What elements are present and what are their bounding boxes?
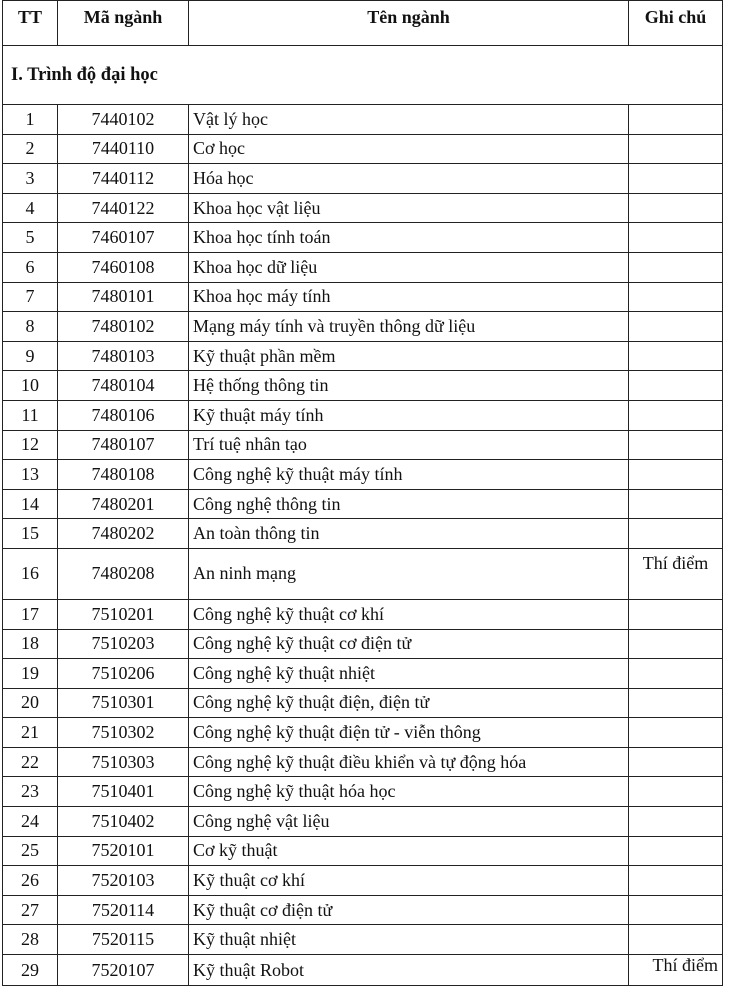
major-code: 7520101: [58, 836, 189, 866]
note: [629, 777, 723, 807]
header-ten-nganh: Tên ngành: [189, 1, 629, 46]
major-code: 7510401: [58, 777, 189, 807]
table-row: [3, 836, 723, 866]
table-header-row: [3, 1, 723, 46]
major-name: Kỹ thuật cơ khí: [189, 866, 629, 896]
table-row: [3, 223, 723, 253]
row-number: 26: [3, 866, 58, 896]
section-row: [3, 46, 723, 105]
major-code: 7440102: [58, 105, 189, 135]
table-row: [3, 460, 723, 490]
section-title: I. Trình độ đại học: [3, 46, 723, 105]
table-row: [3, 489, 723, 519]
major-name: Công nghệ kỹ thuật hóa học: [189, 777, 629, 807]
major-name: Kỹ thuật nhiệt: [189, 925, 629, 955]
row-number: 12: [3, 430, 58, 460]
table-row: [3, 629, 723, 659]
major-code: 7460108: [58, 252, 189, 282]
row-number: 1: [3, 105, 58, 135]
major-code: 7480106: [58, 400, 189, 430]
major-code: 7480108: [58, 460, 189, 490]
major-name: Kỹ thuật cơ điện tử: [189, 895, 629, 925]
major-code: 7480104: [58, 371, 189, 401]
header-ma-nganh: Mã ngành: [58, 1, 189, 46]
table-row: [3, 312, 723, 342]
note: [629, 659, 723, 689]
row-number: 23: [3, 777, 58, 807]
major-name: Vật lý học: [189, 105, 629, 135]
major-code: 7480102: [58, 312, 189, 342]
major-code: 7510201: [58, 599, 189, 629]
note: [629, 193, 723, 223]
note: [629, 341, 723, 371]
header-tt: TT: [3, 1, 58, 46]
table-body: [3, 46, 723, 986]
major-code: 7510402: [58, 807, 189, 837]
major-code: 7440110: [58, 134, 189, 164]
major-name: Khoa học tính toán: [189, 223, 629, 253]
major-code: 7510206: [58, 659, 189, 689]
table-row: [3, 866, 723, 896]
major-code: 7510301: [58, 688, 189, 718]
row-number: 9: [3, 341, 58, 371]
note: [629, 599, 723, 629]
major-code: 7520115: [58, 925, 189, 955]
major-name: Mạng máy tính và truyền thông dữ liệu: [189, 312, 629, 342]
table-row: [3, 105, 723, 135]
table-row: [3, 718, 723, 748]
table-row: [3, 400, 723, 430]
major-code: 7480208: [58, 548, 189, 599]
header-ghi-chu: Ghi chú: [629, 1, 723, 46]
major-name: Khoa học máy tính: [189, 282, 629, 312]
major-code: 7480107: [58, 430, 189, 460]
major-code: 7440112: [58, 164, 189, 194]
row-number: 8: [3, 312, 58, 342]
major-name: Công nghệ kỹ thuật điện, điện tử: [189, 688, 629, 718]
table-row: [3, 688, 723, 718]
note: [629, 925, 723, 955]
note: [629, 400, 723, 430]
note: [629, 629, 723, 659]
row-number: 10: [3, 371, 58, 401]
row-number: 6: [3, 252, 58, 282]
note: [629, 282, 723, 312]
table-row: [3, 777, 723, 807]
row-number: 15: [3, 519, 58, 549]
major-code: 7520107: [58, 955, 189, 986]
table-row: [3, 807, 723, 837]
major-name: Công nghệ kỹ thuật điện tử - viễn thông: [189, 718, 629, 748]
major-name: Kỹ thuật máy tính: [189, 400, 629, 430]
row-number: 4: [3, 193, 58, 223]
row-number: 22: [3, 747, 58, 777]
row-number: 11: [3, 400, 58, 430]
row-number: 3: [3, 164, 58, 194]
table-row: [3, 895, 723, 925]
majors-table: [2, 0, 723, 986]
note: [629, 718, 723, 748]
row-number: 2: [3, 134, 58, 164]
note: [629, 430, 723, 460]
major-name: Kỹ thuật phần mềm: [189, 341, 629, 371]
row-number: 20: [3, 688, 58, 718]
row-number: 25: [3, 836, 58, 866]
major-code: 7520103: [58, 866, 189, 896]
major-name: Trí tuệ nhân tạo: [189, 430, 629, 460]
major-code: 7460107: [58, 223, 189, 253]
table-row: [3, 548, 723, 599]
note: [629, 688, 723, 718]
table-row: [3, 341, 723, 371]
row-number: 19: [3, 659, 58, 689]
note: [629, 460, 723, 490]
major-code: 7520114: [58, 895, 189, 925]
table-row: [3, 282, 723, 312]
major-name: Công nghệ kỹ thuật máy tính: [189, 460, 629, 490]
major-name: Cơ kỹ thuật: [189, 836, 629, 866]
table-row: [3, 134, 723, 164]
major-code: 7440122: [58, 193, 189, 223]
table-row: [3, 659, 723, 689]
major-name: Công nghệ kỹ thuật điều khiển và tự động hóa: [189, 747, 629, 777]
major-code: 7510203: [58, 629, 189, 659]
table-row: [3, 599, 723, 629]
row-number: 18: [3, 629, 58, 659]
table-row: [3, 164, 723, 194]
major-name: Công nghệ kỹ thuật cơ điện tử: [189, 629, 629, 659]
note: Thí điểm: [629, 955, 723, 986]
table-row: [3, 430, 723, 460]
row-number: 27: [3, 895, 58, 925]
major-name: Công nghệ vật liệu: [189, 807, 629, 837]
major-name: Công nghệ kỹ thuật cơ khí: [189, 599, 629, 629]
major-code: 7480201: [58, 489, 189, 519]
note: [629, 807, 723, 837]
major-name: Khoa học dữ liệu: [189, 252, 629, 282]
note: [629, 252, 723, 282]
table-row: [3, 925, 723, 955]
note: [629, 312, 723, 342]
major-name: Công nghệ kỹ thuật nhiệt: [189, 659, 629, 689]
major-name: Khoa học vật liệu: [189, 193, 629, 223]
note: [629, 223, 723, 253]
note: [629, 866, 723, 896]
major-name: Kỹ thuật Robot: [189, 955, 629, 986]
row-number: 24: [3, 807, 58, 837]
major-name: Cơ học: [189, 134, 629, 164]
table-row: [3, 519, 723, 549]
table-row: [3, 193, 723, 223]
row-number: 16: [3, 548, 58, 599]
row-number: 21: [3, 718, 58, 748]
major-code: 7480202: [58, 519, 189, 549]
major-name: An toàn thông tin: [189, 519, 629, 549]
note: [629, 836, 723, 866]
major-code: 7480101: [58, 282, 189, 312]
row-number: 17: [3, 599, 58, 629]
note: [629, 489, 723, 519]
table-row: [3, 252, 723, 282]
note: [629, 134, 723, 164]
major-name: Công nghệ thông tin: [189, 489, 629, 519]
major-name: Hóa học: [189, 164, 629, 194]
row-number: 29: [3, 955, 58, 986]
row-number: 7: [3, 282, 58, 312]
major-code: 7480103: [58, 341, 189, 371]
table-row: [3, 747, 723, 777]
row-number: 13: [3, 460, 58, 490]
table-row: [3, 955, 723, 986]
major-name: An ninh mạng: [189, 548, 629, 599]
note: Thí điểm: [629, 548, 723, 599]
major-name: Hệ thống thông tin: [189, 371, 629, 401]
note: [629, 519, 723, 549]
row-number: 14: [3, 489, 58, 519]
note: [629, 164, 723, 194]
note: [629, 105, 723, 135]
note: [629, 895, 723, 925]
note: [629, 747, 723, 777]
note: [629, 371, 723, 401]
row-number: 28: [3, 925, 58, 955]
major-code: 7510302: [58, 718, 189, 748]
major-code: 7510303: [58, 747, 189, 777]
row-number: 5: [3, 223, 58, 253]
table-row: [3, 371, 723, 401]
